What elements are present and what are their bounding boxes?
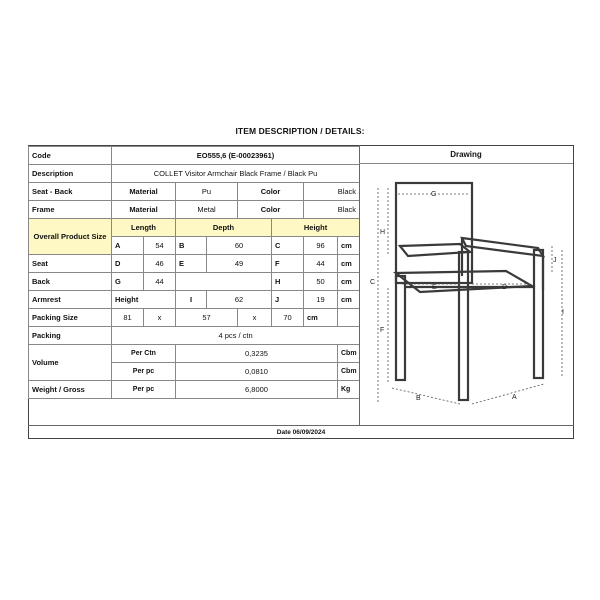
volume-per-ctn-label: Per Ctn bbox=[112, 345, 176, 363]
seat-back-color: Black bbox=[304, 183, 360, 201]
volume-per-pc-label: Per pc bbox=[112, 363, 176, 381]
packing-size-empty bbox=[338, 309, 360, 327]
weight-unit: Kg bbox=[338, 381, 360, 399]
weight-label: Weight / Gross bbox=[29, 381, 112, 399]
dim-j-value: 19 bbox=[304, 291, 338, 309]
page-title: ITEM DESCRIPTION / DETAILS: bbox=[235, 126, 365, 136]
dim-i-label: I bbox=[176, 291, 207, 309]
row-volume-ctn bbox=[29, 345, 360, 363]
drawing-title: Drawing bbox=[359, 146, 573, 164]
overall-size-label: Overall Product Size bbox=[29, 219, 112, 255]
dim-b-value: 60 bbox=[207, 237, 272, 255]
front-right-leg bbox=[459, 252, 468, 400]
row-packing bbox=[29, 327, 360, 345]
volume-per-ctn-value: 0,3235 bbox=[176, 345, 338, 363]
dim-f-label: F bbox=[272, 255, 304, 273]
date-footer: Date 06/09/2024 bbox=[28, 425, 574, 440]
packing-label: Packing bbox=[29, 327, 112, 345]
row-code bbox=[29, 147, 360, 165]
weight-per-pc-label: Per pc bbox=[112, 381, 176, 399]
label-d: D bbox=[502, 284, 508, 291]
dim-d-label: D bbox=[112, 255, 144, 273]
dim-i-value: 62 bbox=[207, 291, 272, 309]
seat-label: Seat bbox=[29, 255, 112, 273]
dim-g-label: G bbox=[112, 273, 144, 291]
dim-d-value: 46 bbox=[144, 255, 176, 273]
dim-b-label: B bbox=[176, 237, 207, 255]
seat-back-material: Pu bbox=[176, 183, 238, 201]
volume-unit-ctn: Cbm bbox=[338, 345, 360, 363]
frame-label: Frame bbox=[29, 201, 112, 219]
dim-j-label: J bbox=[272, 291, 304, 309]
height-header: Height bbox=[272, 219, 360, 237]
label-e: E bbox=[432, 284, 437, 291]
dim-c-label: C bbox=[272, 237, 304, 255]
seat-back-material-label: Material bbox=[112, 183, 176, 201]
dim-g-value: 44 bbox=[144, 273, 176, 291]
label-a: A bbox=[512, 394, 517, 401]
description-value: COLLET Visitor Armchair Black Frame / Black Pu bbox=[112, 165, 360, 183]
back-label: Back bbox=[29, 273, 112, 291]
packing-x1: x bbox=[144, 309, 176, 327]
row-armrest bbox=[29, 291, 360, 309]
overall-unit: cm bbox=[338, 237, 360, 255]
back-right-leg bbox=[534, 250, 543, 378]
packing-height: 70 bbox=[272, 309, 304, 327]
frame-material-label: Material bbox=[112, 201, 176, 219]
back-unit: cm bbox=[338, 273, 360, 291]
volume-unit-pc: Cbm bbox=[338, 363, 360, 381]
packing-size-label: Packing Size bbox=[29, 309, 112, 327]
frame-color: Black bbox=[304, 201, 360, 219]
label-i: I bbox=[562, 309, 564, 316]
row-back bbox=[29, 273, 360, 291]
packing-length: 81 bbox=[112, 309, 144, 327]
label-h: H bbox=[380, 229, 386, 236]
dim-h-value: 50 bbox=[304, 273, 338, 291]
row-overall-header bbox=[29, 219, 360, 237]
dim-e-label: E bbox=[176, 255, 207, 273]
armrest-label: Armrest bbox=[29, 291, 112, 309]
seat-unit: cm bbox=[338, 255, 360, 273]
volume-label: Volume bbox=[29, 345, 112, 381]
volume-per-pc-value: 0,0810 bbox=[176, 363, 338, 381]
weight-value: 6,8000 bbox=[176, 381, 338, 399]
label-j: J bbox=[553, 257, 557, 264]
length-header: Length bbox=[112, 219, 176, 237]
frame-color-label: Color bbox=[238, 201, 304, 219]
right-armrest bbox=[462, 238, 543, 256]
row-seat-back bbox=[29, 183, 360, 201]
row-packing-size bbox=[29, 309, 360, 327]
chair-back bbox=[396, 183, 472, 283]
dim-e-value: 49 bbox=[207, 255, 272, 273]
dim-f-value: 44 bbox=[304, 255, 338, 273]
armrest-height-label: Height bbox=[112, 291, 176, 309]
description-label: Description bbox=[29, 165, 112, 183]
chair-drawing bbox=[362, 166, 570, 422]
packing-unit: cm bbox=[304, 309, 338, 327]
packing-x2: x bbox=[238, 309, 272, 327]
frame-material: Metal bbox=[176, 201, 238, 219]
spec-table bbox=[28, 146, 360, 399]
row-weight bbox=[29, 381, 360, 399]
seat-back-color-label: Color bbox=[238, 183, 304, 201]
row-description bbox=[29, 165, 360, 183]
seat-back-label: Seat - Back bbox=[29, 183, 112, 201]
packing-width: 57 bbox=[176, 309, 238, 327]
row-seat bbox=[29, 255, 360, 273]
dim-h-label: H bbox=[272, 273, 304, 291]
code-value: EO555,6 (E-00023961) bbox=[112, 147, 360, 165]
back-empty-cell bbox=[176, 273, 272, 291]
label-g: G bbox=[431, 191, 437, 198]
code-label: Code bbox=[29, 147, 112, 165]
row-frame bbox=[29, 201, 360, 219]
label-f: F bbox=[380, 327, 385, 334]
label-b: B bbox=[416, 395, 421, 402]
front-left-leg bbox=[396, 276, 405, 380]
chair-frame bbox=[396, 183, 543, 400]
packing-value: 4 pcs / ctn bbox=[112, 327, 360, 345]
armrest-unit: cm bbox=[338, 291, 360, 309]
dim-c-value: 96 bbox=[304, 237, 338, 255]
dim-a-value: 54 bbox=[144, 237, 176, 255]
depth-header: Depth bbox=[176, 219, 272, 237]
dim-a-label: A bbox=[112, 237, 144, 255]
label-c: C bbox=[370, 279, 376, 286]
chair-seat bbox=[396, 271, 532, 292]
